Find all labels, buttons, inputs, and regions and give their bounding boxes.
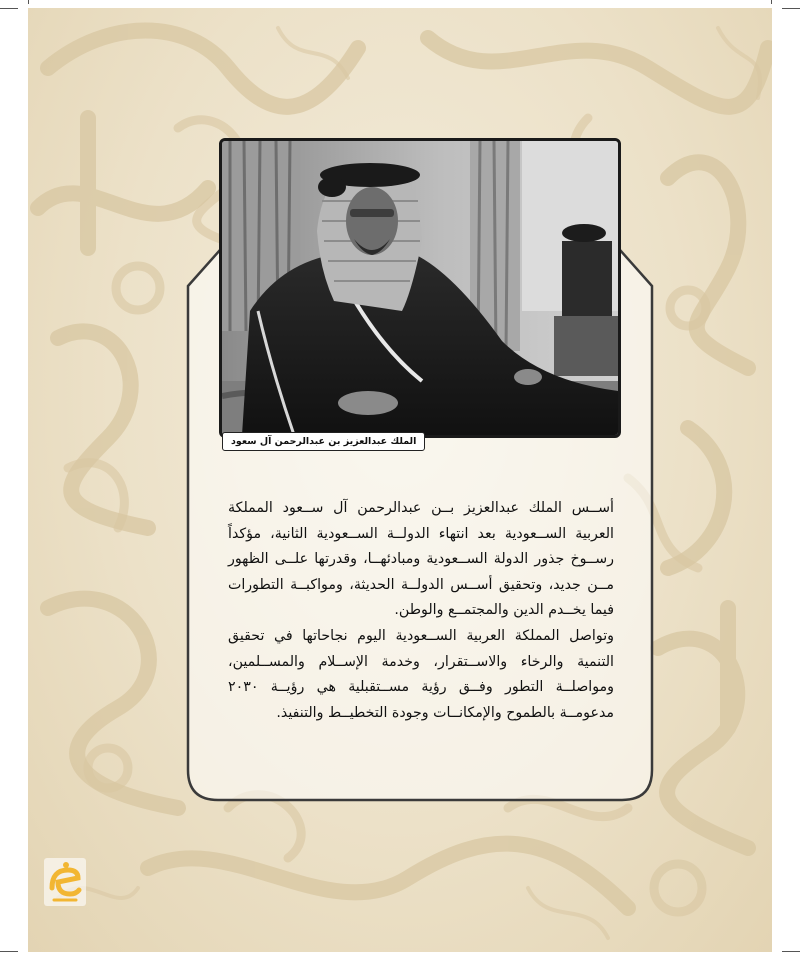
page [28,8,772,952]
crop-mark [28,0,29,4]
portrait-image [222,141,618,435]
crop-mark [771,0,772,4]
king-photo [219,138,621,438]
crop-mark [782,951,800,952]
crop-mark [0,951,18,952]
main-text [228,496,614,726]
crop-mark [0,8,18,9]
paragraph: وتواصل المملكة العربية الســعودية اليوم نجاحاتها في تحقيق التنمية والرخاء والاســتقرار، وخدمة الإســلام والمســلمين، ومواصلــة التطور وفــق رؤية مســتقبلية هي رؤيــة ٢٠٣٠ مدعومــة بالطموح والإمكانــات وجودة التخطيــط والتنفيذ. [228,627,614,721]
publisher-logo-icon [44,858,86,906]
crop-mark [782,8,800,9]
paragraph: أســس الملك عبدالعزيز بــن عبدالرحمن آل ســعود المملكة العربية الســعودية بعد انتهاء الدولــة الســعودية الثانية، مؤكداً رســوخ جذور الدولة الســعودية ومبادئهــا، وقدرتها علــى الظهور مــن جديد، وتحقيق أســس الدولــة الحديثة، ومواكبــة التطورات فيما يخــدم الدين والمجتمــع والوطن. [228,500,614,619]
photo-caption: الملك عبدالعزيز بن عبدالرحمن آل سعود [222,432,425,451]
